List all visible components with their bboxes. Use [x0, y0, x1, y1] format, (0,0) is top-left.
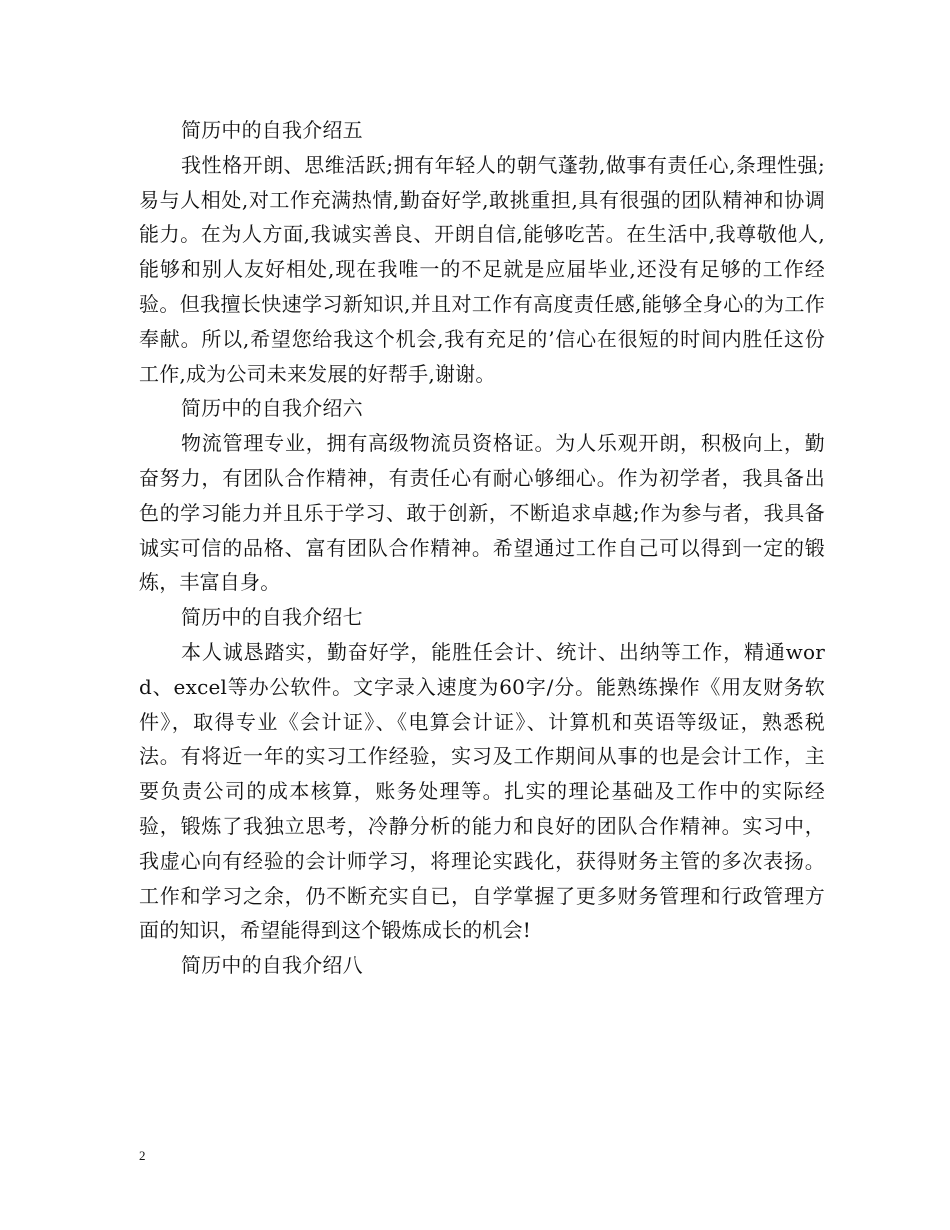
section-heading: 简历中的自我介绍六: [181, 396, 363, 421]
section-heading: 简历中的自我介绍五: [181, 118, 363, 142]
page-number: 2: [139, 1148, 146, 1163]
section-paragraph: 本人诚恳踏实，勤奋好学，能胜任会计、统计、出纳等工作，精通word、excel等办公软件。文字录入速度为60字/分。能熟练操作《用友财务软件》，取得专业《会计证》、《电算会计证》、计算机和英语等级证，熟悉税法。有将近一年的实习工作经验，实习及工作期间从事的也是会计工作，主要负责公司的成本核算，账务处理等。扎实的理论基础及工作中的实际经验，锻炼了我独立思考，冷静分析的能力和良好的团队合作精神。实习中，我虚心向有经验的会计师学习，将理论实践化，获得财务主管的多次表扬。工作和学习之余，仍不断充实自已，自学掌握了更多财务管理和行政管理方面的知识，希望能得到这个锻炼成长的机会!: [139, 639, 825, 943]
section-paragraph: 我性格开朗、思维活跃;拥有年轻人的朝气蓬勃,做事有责任心,条理性强;易与人相处,对工作充满热情,勤奋好学,敢挑重担,具有很强的团队精神和协调能力。在为人方面,我诚实善良、开朗自信,能够吃苦。在生活中,我尊敬他人,能够和别人友好相处,现在我唯一的不足就是应届毕业,还没有足够的工作经验。但我擅长快速学习新知识,并且对工作有高度责任感,能够全身心的为工作奉献。所以,希望您给我这个机会,我有充足的’信心在很短的时间内胜任这份工作,成为公司未来发展的好帮手,谢谢。: [139, 152, 825, 386]
section-heading: 简历中的自我介绍七: [181, 605, 363, 630]
section-heading: 简历中的自我介绍八: [181, 953, 363, 978]
document-body: [139, 113, 825, 983]
section-paragraph: 物流管理专业，拥有高级物流员资格证。为人乐观开朗，积极向上，勤奋努力，有团队合作精神，有责任心有耐心够细心。作为初学者，我具备出色的学习能力并且乐于学习、敢于创新，不断追求卓越;作为参与者，我具备诚实可信的品格、富有团队合作精神。希望通过工作自己可以得到一定的锻炼，丰富自身。: [139, 431, 825, 595]
